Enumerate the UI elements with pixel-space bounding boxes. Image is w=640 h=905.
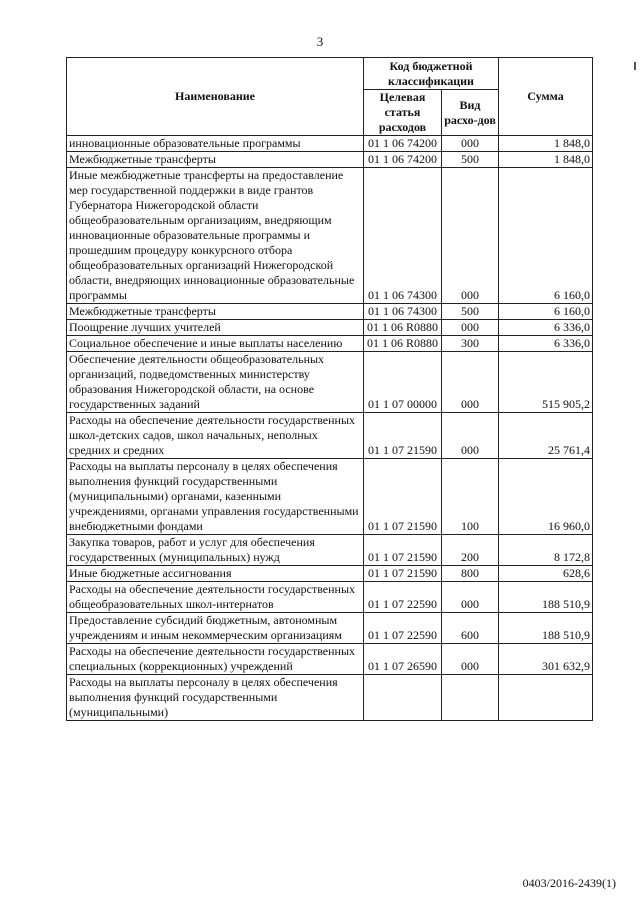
header-target-item: Целевая статья расходов xyxy=(364,90,442,136)
row-type xyxy=(442,675,499,721)
row-sum: 6 336,0 xyxy=(499,336,593,352)
row-sum: 1 848,0 xyxy=(499,152,593,168)
row-type: 000 xyxy=(442,413,499,459)
header-name: Наименование xyxy=(67,58,364,136)
row-sum: 8 172,8 xyxy=(499,535,593,566)
table-row xyxy=(67,675,593,721)
row-code xyxy=(364,675,442,721)
table-row xyxy=(67,168,593,304)
row-code: 01 1 06 74300 xyxy=(364,304,442,320)
row-sum: 1 848,0 xyxy=(499,136,593,152)
document-code-footer: 0403/2016-2439(1) xyxy=(522,876,616,890)
row-code: 01 1 07 21590 xyxy=(364,535,442,566)
row-type: 500 xyxy=(442,152,499,168)
row-sum: 6 160,0 xyxy=(499,168,593,304)
row-code: 01 1 06 74200 xyxy=(364,152,442,168)
row-sum: 6 336,0 xyxy=(499,320,593,336)
row-type: 300 xyxy=(442,336,499,352)
row-type: 000 xyxy=(442,320,499,336)
row-sum: 301 632,9 xyxy=(499,644,593,675)
table-row xyxy=(67,459,593,535)
row-sum: 188 510,9 xyxy=(499,582,593,613)
table-row xyxy=(67,644,593,675)
row-name: Расходы на обеспечение деятельности государственных школ-детских садов, школ начальных, неполных средних и средних xyxy=(67,413,364,459)
row-type: 200 xyxy=(442,535,499,566)
row-code: 01 1 07 21590 xyxy=(364,566,442,582)
table-row xyxy=(67,535,593,566)
row-code: 01 1 06 74200 xyxy=(364,136,442,152)
table-row xyxy=(67,136,593,152)
row-sum: 25 761,4 xyxy=(499,413,593,459)
row-name: Расходы на обеспечение деятельности государственных общеобразовательных школ-интернатов xyxy=(67,582,364,613)
row-name: Обеспечение деятельности общеобразовательных организаций, подведомственных министерству образования Нижегородской области, на основе государственных заданий xyxy=(67,352,364,413)
table-row xyxy=(67,152,593,168)
row-code: 01 1 06 R0880 xyxy=(364,320,442,336)
header-expense-type: Вид расхо-дов xyxy=(442,90,499,136)
table-row xyxy=(67,582,593,613)
row-code: 01 1 07 00000 xyxy=(364,352,442,413)
row-name: инновационные образовательные программы xyxy=(67,136,364,152)
table-row xyxy=(67,613,593,644)
row-sum: 188 510,9 xyxy=(499,613,593,644)
row-sum xyxy=(499,675,593,721)
row-code: 01 1 07 21590 xyxy=(364,413,442,459)
row-name: Иные бюджетные ассигнования xyxy=(67,566,364,582)
row-type: 000 xyxy=(442,136,499,152)
row-code: 01 1 07 22590 xyxy=(364,582,442,613)
row-type: 000 xyxy=(442,582,499,613)
table-row xyxy=(67,352,593,413)
row-sum: 16 960,0 xyxy=(499,459,593,535)
table-row xyxy=(67,336,593,352)
row-name: Поощрение лучших учителей xyxy=(67,320,364,336)
row-type: 500 xyxy=(442,304,499,320)
page-number: 3 xyxy=(316,34,324,49)
row-code: 01 1 07 21590 xyxy=(364,459,442,535)
header-amount: Сумма xyxy=(499,58,593,136)
row-name: Межбюджетные трансферты xyxy=(67,152,364,168)
row-name: Социальное обеспечение и иные выплаты населению xyxy=(67,336,364,352)
row-name: Расходы на выплаты персоналу в целях обеспечения выполнения функций государственными (муниципальными) xyxy=(67,675,364,721)
budget-table xyxy=(66,57,593,721)
row-name: Расходы на выплаты персоналу в целях обеспечения выполнения функций государственными (муниципальными) органами, казенными учреждениями, органами управления государственными внебюджетными фондами xyxy=(67,459,364,535)
row-code: 01 1 06 74300 xyxy=(364,168,442,304)
row-sum: 6 160,0 xyxy=(499,304,593,320)
row-code: 01 1 06 R0880 xyxy=(364,336,442,352)
scan-edge-mark xyxy=(634,62,636,70)
row-type: 100 xyxy=(442,459,499,535)
row-name: Иные межбюджетные трансферты на предоставление мер государственной поддержки в виде грантов Губернатора Нижегородской области общеобразовательным организациям, внедряющим инновационные образовательные программы и прошедшим процедуру конкурсного отбора общеобразовательных организаций Нижегородской области, внедряющих инновационные образовательные программы xyxy=(67,168,364,304)
table-row xyxy=(67,320,593,336)
row-sum: 515 905,2 xyxy=(499,352,593,413)
row-code: 01 1 07 26590 xyxy=(364,644,442,675)
row-name: Расходы на обеспечение деятельности государственных специальных (коррекционных) учреждений xyxy=(67,644,364,675)
row-name: Закупка товаров, работ и услуг для обеспечения государственных (муниципальных) нужд xyxy=(67,535,364,566)
table-row xyxy=(67,413,593,459)
row-sum: 628,6 xyxy=(499,566,593,582)
row-name: Предоставление субсидий бюджетным, автономным учреждениям и иным некоммерческим организациям xyxy=(67,613,364,644)
row-type: 600 xyxy=(442,613,499,644)
row-type: 800 xyxy=(442,566,499,582)
table-row xyxy=(67,566,593,582)
row-type: 000 xyxy=(442,644,499,675)
header-classification: Код бюджетной классификации xyxy=(364,58,499,90)
table-row xyxy=(67,304,593,320)
row-type: 000 xyxy=(442,168,499,304)
row-type: 000 xyxy=(442,352,499,413)
row-name: Межбюджетные трансферты xyxy=(67,304,364,320)
row-code: 01 1 07 22590 xyxy=(364,613,442,644)
